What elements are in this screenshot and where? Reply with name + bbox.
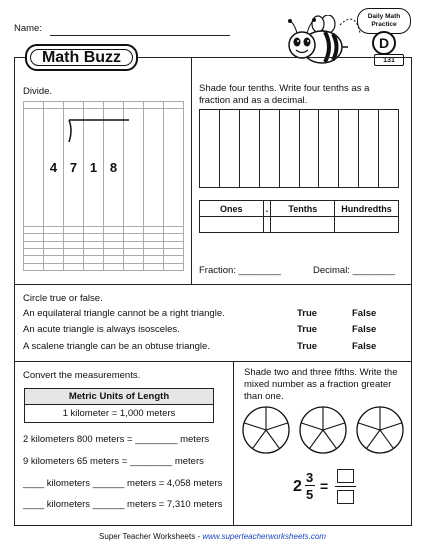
truefalse-prompt: Circle true or false. xyxy=(23,293,103,304)
fifths-prompt: Shade two and three fifths. Write the mixed number as a fraction greater than one. xyxy=(244,367,398,402)
false-option-2[interactable]: False xyxy=(352,324,377,335)
fraction-answer[interactable]: Fraction: ________ xyxy=(199,265,281,276)
name-line[interactable] xyxy=(50,35,230,36)
pv-header-ones: Ones xyxy=(200,201,264,217)
statement-1: An equilateral triangle cannot be a right triangle. xyxy=(23,308,225,319)
tenth-section[interactable] xyxy=(379,110,398,187)
tenths-prompt: Shade four tenths. Write four tenths as a fraction and as a decimal. xyxy=(199,83,370,106)
dividend-digit: 8 xyxy=(104,109,124,227)
answer-fraction-bar xyxy=(335,486,356,487)
convert-line-2[interactable]: 9 kilometers 65 meters = ________ meters xyxy=(23,456,204,467)
units-table-title: Metric Units of Length xyxy=(24,388,214,405)
equals-sign: = xyxy=(320,478,329,494)
mixed-whole: 2 xyxy=(293,478,302,495)
tenth-section[interactable] xyxy=(339,110,359,187)
denominator-answer-box[interactable] xyxy=(337,490,354,504)
numerator-answer-box[interactable] xyxy=(337,469,354,483)
mixed-numerator: 3 xyxy=(306,470,314,485)
false-option-3[interactable]: False xyxy=(352,341,377,352)
true-option-1[interactable]: True xyxy=(297,308,318,319)
pv-cell-ones[interactable] xyxy=(200,217,264,233)
place-value-table xyxy=(199,200,399,233)
pv-cell-hundredths[interactable] xyxy=(335,217,399,233)
units-table-value: 1 kilometer = 1,000 meters xyxy=(24,405,214,423)
mixed-fraction-bar xyxy=(305,485,315,486)
level-badge: D xyxy=(372,31,396,55)
divisor: 4 xyxy=(44,109,64,227)
tenth-section[interactable] xyxy=(280,110,300,187)
footer-link[interactable]: www.superteacherworksheets.com xyxy=(202,532,326,541)
worksheet-number: 131 xyxy=(374,54,404,66)
false-option-1[interactable]: False xyxy=(352,308,377,319)
tenth-section[interactable] xyxy=(359,110,379,187)
tenth-section[interactable] xyxy=(220,110,240,187)
tenth-section[interactable] xyxy=(319,110,339,187)
footer xyxy=(0,532,425,541)
convert-line-1[interactable]: 2 kilometers 800 meters = ________ meters xyxy=(23,434,210,445)
statement-2: An acute triangle is always isosceles. xyxy=(23,324,180,335)
tenths-strip[interactable] xyxy=(199,109,399,188)
name-label: Name: xyxy=(14,23,42,34)
divide-prompt: Divide. xyxy=(23,86,53,97)
decimal-answer[interactable]: Decimal: ________ xyxy=(313,265,395,276)
page-title: Math Buzz xyxy=(30,49,133,66)
mixed-denominator: 5 xyxy=(306,487,314,502)
footer-text: Super Teacher Worksheets - xyxy=(99,532,203,541)
pv-header-hundredths: Hundredths xyxy=(335,201,399,217)
daily-math-badge: Daily Math Practice xyxy=(357,8,411,34)
division-bracket-icon xyxy=(63,118,133,148)
pv-header-point: . xyxy=(263,201,271,217)
tenth-section[interactable] xyxy=(300,110,320,187)
dividend-digit: 7 xyxy=(64,109,84,227)
pv-header-tenths: Tenths xyxy=(271,201,335,217)
convert-prompt: Convert the measurements. xyxy=(23,370,141,381)
tenth-section[interactable] xyxy=(240,110,260,187)
title-box xyxy=(25,44,138,71)
convert-line-4[interactable]: ____ kilometers ______ meters = 7,310 meters xyxy=(23,499,223,510)
pv-cell-point xyxy=(263,217,271,233)
tenth-section[interactable] xyxy=(200,110,220,187)
dividend-digit: 1 xyxy=(84,109,104,227)
true-option-2[interactable]: True xyxy=(297,324,318,335)
true-option-3[interactable]: True xyxy=(297,341,318,352)
pv-cell-tenths[interactable] xyxy=(271,217,335,233)
tenth-section[interactable] xyxy=(260,110,280,187)
statement-3: A scalene triangle can be an obtuse triangle. xyxy=(23,341,210,352)
convert-line-3[interactable]: ____ kilometers ______ meters = 4,058 meters xyxy=(23,478,223,489)
fifths-circles[interactable] xyxy=(238,404,408,456)
